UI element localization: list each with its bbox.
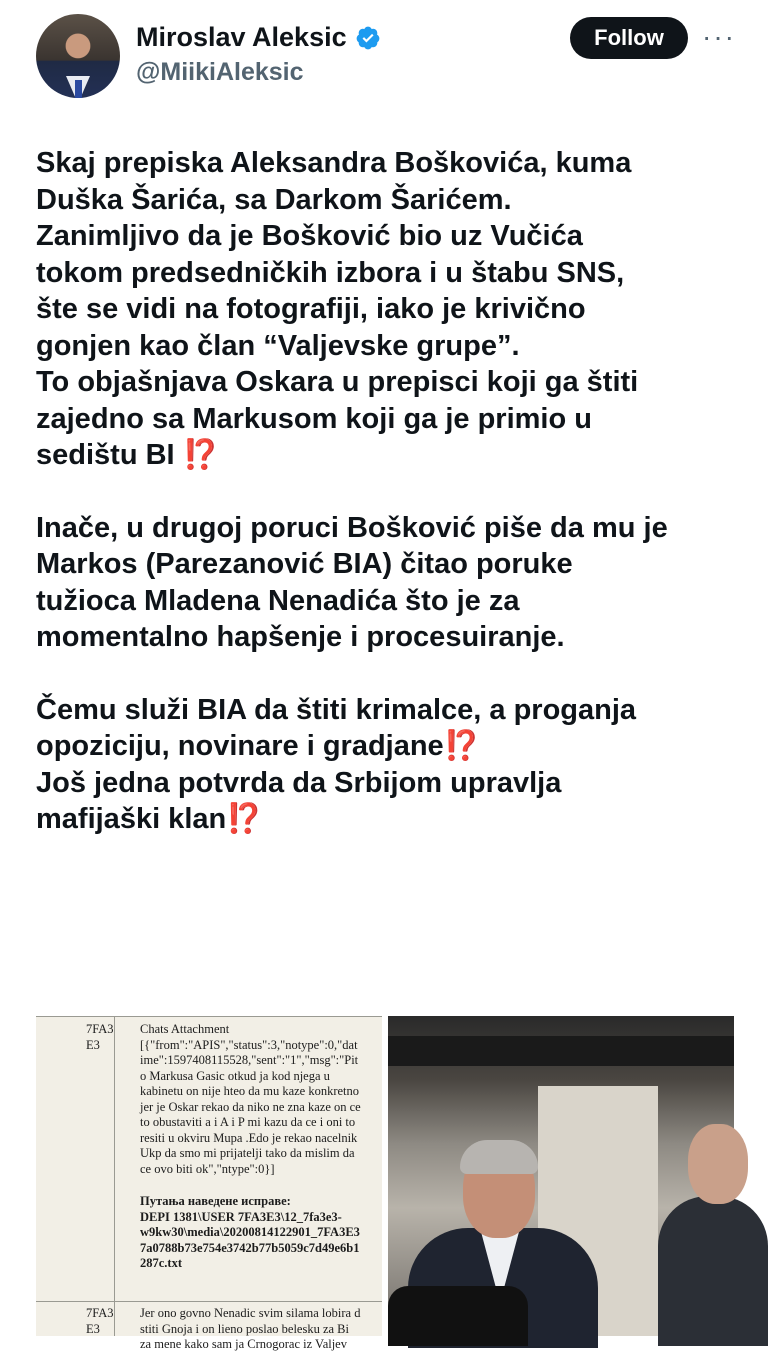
photo-person-head	[688, 1124, 748, 1204]
verified-badge-icon	[355, 25, 381, 51]
tweet-paragraph: Skaj prepiska Aleksandra Boškovića, kuma Duška Šarića, sa Darkom Šarićem. Zanimljivo da je Bošković bio uz Vučića tokom predsedničkih izbora i u štabu SNS, šte se vidi na fotografiji, iako je krivično gonjen kao član “Valjevske grupe”. To objašnjava Oskara u prepisci koji ga štiti zajedno sa Markusom koji ga je primio u sedištu BI ⁉️	[36, 147, 639, 471]
avatar-tie	[75, 80, 82, 98]
document-row-divider	[36, 1301, 382, 1302]
exclamation-question-icon: ⁉️	[443, 730, 480, 762]
tweet-text	[36, 145, 746, 838]
author-name[interactable]: Miroslav Aleksic	[136, 22, 347, 52]
photo-person-hair	[460, 1140, 538, 1174]
document-row-divider	[36, 1016, 382, 1017]
follow-button[interactable]: Follow	[570, 17, 688, 59]
tweet-paragraph: Čemu služi BIA da štiti krimalce, a proganja opoziciju, novinare i gradjane⁉️ Još jedna potvrda da Srbijom upravlja mafijaški klan⁉️	[36, 693, 637, 835]
photo-door-frame	[388, 1036, 734, 1066]
media-gallery[interactable]	[36, 1016, 734, 1351]
exclamation-question-icon: ⁉️	[182, 439, 219, 471]
document-image[interactable]	[36, 1016, 382, 1351]
photo-person-body	[658, 1196, 768, 1346]
tweet-paragraph: Inače, u drugoj poruci Bošković piše da mu je Markos (Parezanović BIA) čitao poruke tužioca Mladena Nenadića što je za momentalno hapšenje i procesuiranje.	[36, 511, 668, 653]
avatar[interactable]	[36, 14, 120, 98]
photo-microphone	[388, 1286, 528, 1346]
author-name-row[interactable]	[136, 22, 381, 53]
document-path-text: Путања наведене исправе: DEPI 1381\USER 7FA3E3\12_7fa3e3- w9kw30\media\20200814122901_7FA3E3 7a0788b73e754e3742b77b5059c7d49e6b1 287c.txt	[140, 1194, 360, 1270]
document-chat-text: Jer ono govno Nenadic svim silama lobira d stiti Gnoja i on lieno poslao belesku za Bi za mene kako sam ja Crnogorac iz Valjev	[140, 1306, 361, 1351]
document-row-id: 7FA3 E3	[86, 1306, 114, 1336]
tweet-header	[0, 0, 770, 110]
author-handle[interactable]: @MiikiAleksic	[136, 58, 304, 86]
document-chat-text: Chats Attachment [{"from":"APIS","status":3,"notype":0,"dat ime":1597408115528,"sent":"1","msg":"Pit o Markusa Gasic otkud ja kod njega u kabinetu on nije hteo da mu kaze konkretno jer je Oskar rekao da niko ne zna kaze on ce to obustaviti a i A i P mi kazu da ce i oni to resiti u okviru Mupa .Edo je rekao nacelnik Ukp da smo mi prijatelji tako da mislim da ce ovo biti ok","ntype":0}]	[140, 1022, 361, 1176]
exclamation-question-icon: ⁉️	[226, 803, 263, 835]
document-column-divider	[36, 1016, 115, 1336]
document-row-id: 7FA3 E3	[86, 1022, 114, 1052]
more-options-icon[interactable]: ···	[702, 21, 736, 52]
event-photo[interactable]	[388, 1016, 734, 1336]
